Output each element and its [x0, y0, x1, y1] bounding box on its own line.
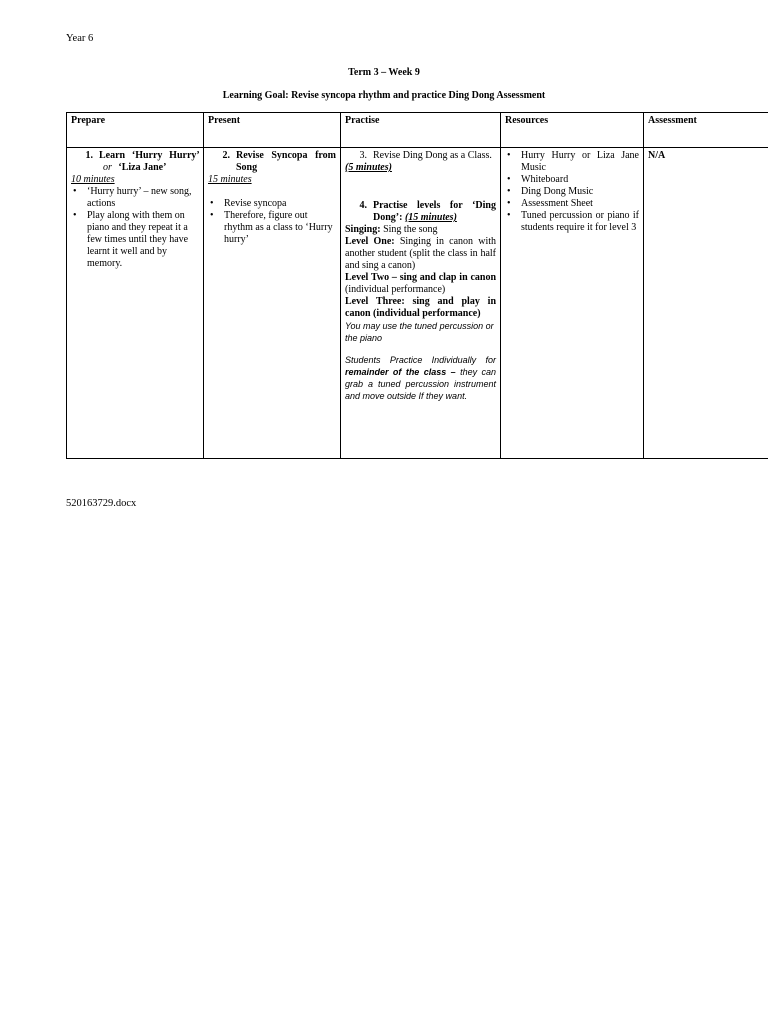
- present-duration: 15 minutes: [208, 174, 252, 185]
- level-three-line: [345, 296, 496, 320]
- or-label: or: [103, 162, 112, 173]
- item-number: 1.: [85, 150, 93, 161]
- header-practise: Practise: [341, 113, 501, 148]
- level-two-label: Level Two – sing and clap in canon: [345, 272, 496, 283]
- practise-note-1: You may use the tuned percussion or the piano: [345, 321, 494, 343]
- singing-label: Singing:: [345, 224, 381, 235]
- level-three-label: Level Three:: [345, 296, 405, 307]
- practise-item-4-text: Practise levels for ‘Ding Dong’:: [373, 200, 496, 223]
- practise-note-2a: Students Practice Individually for: [345, 355, 496, 365]
- prepare-activity-title: Learn ‘Hurry Hurry’: [99, 150, 199, 161]
- level-three-text: sing and play in canon (individual performance): [345, 296, 496, 319]
- list-item: • Whiteboard: [521, 174, 639, 186]
- list-item: • Therefore, figure out rhythm as a class to ‘Hurry hurry’: [224, 210, 336, 246]
- lesson-plan-table: [66, 112, 768, 459]
- prepare-activity-alt: ‘Liza Jane’: [118, 162, 167, 173]
- list-item: • ‘Hurry hurry’ – new song, actions: [87, 186, 199, 210]
- item-number: 3.: [359, 150, 367, 161]
- present-bullets: [208, 198, 336, 246]
- level-one-line: [345, 236, 496, 272]
- practise-item-3: [345, 150, 496, 162]
- prepare-cell: [67, 148, 204, 459]
- prepare-bullets: [71, 186, 199, 270]
- list-item: • Ding Dong Music: [521, 186, 639, 198]
- practise-note-2: [345, 354, 496, 402]
- list-item: • Revise syncopa: [224, 198, 336, 210]
- practise-note-2b: remainder of the class –: [345, 367, 456, 377]
- header-assessment: Assessment: [644, 113, 768, 148]
- header-present: Present: [204, 113, 341, 148]
- present-activity: [208, 150, 336, 174]
- level-one-label: Level One:: [345, 236, 395, 247]
- practise-item-4: [345, 200, 496, 224]
- level-two-text: (individual performance): [345, 284, 446, 295]
- practise-item-3-duration: (5 minutes): [345, 162, 392, 173]
- prepare-duration: 10 minutes: [71, 174, 115, 185]
- singing-text: Sing the song: [383, 224, 438, 235]
- assessment-cell: [644, 148, 768, 459]
- header-resources: Resources: [501, 113, 644, 148]
- resources-cell: [501, 148, 644, 459]
- learning-goal-heading: Learning Goal: Revise syncopa rhythm and practice Ding Dong Assessment: [222, 90, 546, 101]
- singing-line: [345, 224, 496, 236]
- document-filename: 520163729.docx: [66, 498, 137, 509]
- term-heading: Term 3 – Week 9: [348, 67, 420, 78]
- list-item: • Assessment Sheet: [521, 198, 639, 210]
- table-header-row: [67, 113, 768, 148]
- present-cell: [204, 148, 341, 459]
- list-item: • Tuned percussion or piano if students require it for level 3: [521, 210, 639, 234]
- list-item: • Play along with them on piano and they repeat it a few times until they have learnt it well and by memory.: [87, 210, 199, 270]
- present-activity-title: Revise Syncopa from Song: [236, 150, 336, 173]
- list-item: • Hurry Hurry or Liza Jane Music: [521, 150, 639, 174]
- assessment-value: N/A: [648, 150, 666, 161]
- practise-item-3-text: Revise Ding Dong as a Class.: [373, 150, 492, 161]
- level-two-line: [345, 272, 496, 296]
- level-one-text: Singing in canon with another student (split the class in half and sing a canon): [345, 236, 496, 271]
- resources-list: [505, 150, 639, 234]
- item-number: 4.: [359, 200, 367, 211]
- year-label: Year 6: [66, 33, 94, 44]
- item-number: 2.: [222, 150, 230, 161]
- prepare-activity: [71, 150, 199, 174]
- practise-item-4-duration: (15 minutes): [404, 212, 457, 223]
- practise-note-2c: they can grab a tuned percussion instrument and move outside If they want.: [345, 367, 496, 401]
- header-prepare: Prepare: [67, 113, 204, 148]
- practise-cell: [341, 148, 501, 459]
- table-row: [67, 148, 768, 459]
